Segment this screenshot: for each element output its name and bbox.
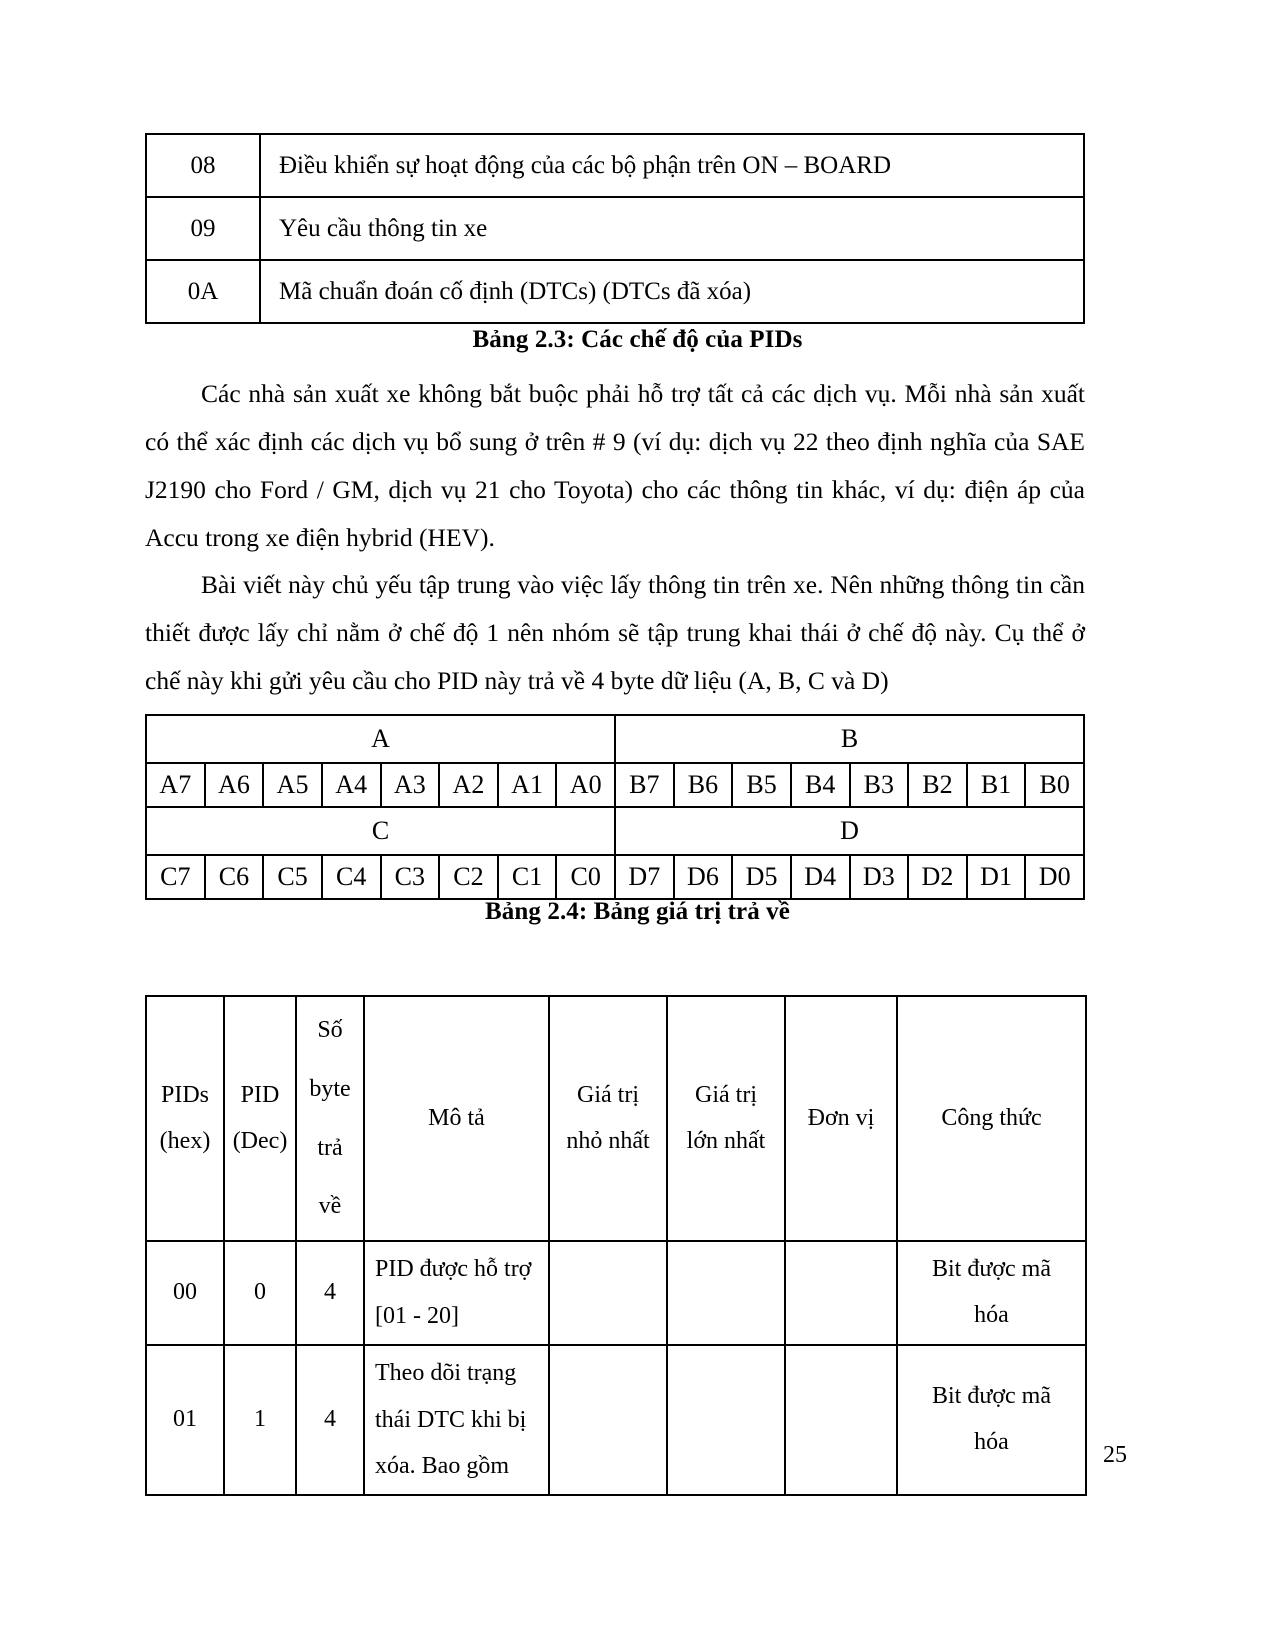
header-description: Mô tả xyxy=(364,996,549,1241)
bit-cell: A0 xyxy=(556,763,615,807)
cell-min xyxy=(549,1241,667,1345)
cell-description-line3: xóa. Bao gồm xyxy=(375,1453,509,1480)
paragraph-scope: Bài viết này chủ yếu tập trung vào việc lấy thông tin trên xe. Nên những thông tin cần thiết được lấy chỉ nằm ở chế độ 1 nên nhóm sẽ tập trung khai thái ở chế độ này. Cụ thể ở chế này khi gửi yêu cầu cho PID này trả về 4 byte dữ liệu (A, B, C và D) xyxy=(145,570,1085,695)
paragraph-manufacturers: Các nhà sản xuất xe không bắt buộc phải hỗ trợ tất cả các dịch vụ. Mỗi nhà sản xuất có thể xác định các dịch vụ bổ sung ở trên # 9 (ví dụ: dịch vụ 22 theo định nghĩa của SAE J2190 cho Ford / GM, dịch vụ 21 cho Toyota) cho các thông tin khác, ví dụ: điện áp của Accu trong xe điện hybrid (HEV). xyxy=(145,379,1085,552)
bit-cell: A1 xyxy=(498,763,557,807)
cell-unit xyxy=(785,1345,897,1495)
header-bytes-returned xyxy=(296,996,364,1241)
header-max-line2: lớn nhất xyxy=(686,1127,766,1154)
bit-cell: C3 xyxy=(381,855,440,899)
table-caption-2-3: Bảng 2.3: Các chế độ của PIDs xyxy=(472,326,803,353)
byte-group-a: A xyxy=(146,715,615,763)
header-pid-dec xyxy=(224,996,296,1241)
cell-pid-hex: 01 xyxy=(146,1345,224,1495)
bit-cell: A3 xyxy=(381,763,440,807)
cell-pid-dec: 0 xyxy=(224,1241,296,1345)
byte-bits-row-cd xyxy=(146,855,1084,899)
table-row xyxy=(146,197,1084,260)
cell-formula xyxy=(897,1241,1086,1345)
header-pid-dec-line2: (Dec) xyxy=(232,1127,288,1154)
bit-cell: B7 xyxy=(615,763,674,807)
bit-cell: B4 xyxy=(791,763,850,807)
bit-cell: C2 xyxy=(439,855,498,899)
bit-cell: B5 xyxy=(732,763,791,807)
header-bytes-line2: byte xyxy=(309,1075,351,1102)
header-pids-hex xyxy=(146,996,224,1241)
cell-description-line1: PID được hỗ trợ xyxy=(375,1256,532,1283)
cell-formula-line1: Bit được mã xyxy=(931,1383,1051,1410)
mode-description: Điều khiển sự hoạt động của các bộ phận trên ON – BOARD xyxy=(260,134,1084,197)
table-row xyxy=(146,260,1084,323)
byte-group-d: D xyxy=(615,807,1084,855)
cell-unit xyxy=(785,1241,897,1345)
pid-table-header-row xyxy=(146,996,1086,1241)
bit-cell: D3 xyxy=(850,855,909,899)
bit-cell: D4 xyxy=(791,855,850,899)
cell-max xyxy=(667,1345,785,1495)
cell-description-line2: [01 - 20] xyxy=(375,1302,459,1329)
mode-code: 09 xyxy=(146,197,260,260)
bit-cell: B3 xyxy=(850,763,909,807)
cell-max xyxy=(667,1241,785,1345)
bit-cell: D0 xyxy=(1025,855,1084,899)
cell-description xyxy=(364,1241,549,1345)
bit-cell: D6 xyxy=(674,855,733,899)
bit-cell: C6 xyxy=(205,855,264,899)
cell-pid-dec: 1 xyxy=(224,1345,296,1495)
byte-group-c: C xyxy=(146,807,615,855)
bit-cell: B2 xyxy=(908,763,967,807)
header-min-line2: nhỏ nhất xyxy=(566,1127,650,1154)
bit-cell: B1 xyxy=(967,763,1026,807)
header-formula: Công thức xyxy=(897,996,1086,1241)
bit-cell: D2 xyxy=(908,855,967,899)
bit-cell: C5 xyxy=(263,855,322,899)
bit-cell: D7 xyxy=(615,855,674,899)
bit-cell: A6 xyxy=(205,763,264,807)
header-pid-dec-line1: PID xyxy=(240,1082,280,1108)
mode-description: Yêu cầu thông tin xe xyxy=(260,197,1084,260)
cell-pid-hex: 00 xyxy=(146,1241,224,1345)
byte-group-row-ab xyxy=(146,715,1084,763)
modes-table xyxy=(145,133,1085,324)
bit-cell: D1 xyxy=(967,855,1026,899)
bit-cell: A5 xyxy=(263,763,322,807)
byte-group-b: B xyxy=(615,715,1084,763)
mode-description: Mã chuẩn đoán cố định (DTCs) (DTCs đã xóa) xyxy=(260,260,1084,323)
header-bytes-line3: trả xyxy=(317,1134,343,1161)
header-pids-hex-line2: (hex) xyxy=(159,1127,211,1154)
bit-cell: A4 xyxy=(322,763,381,807)
cell-formula-line1: Bit được mã xyxy=(931,1256,1051,1283)
bit-cell: C0 xyxy=(556,855,615,899)
byte-group-row-cd xyxy=(146,807,1084,855)
header-bytes-line1: Số xyxy=(317,1017,343,1043)
mode-code: 08 xyxy=(146,134,260,197)
cell-formula xyxy=(897,1345,1086,1495)
cell-bytes: 4 xyxy=(296,1241,364,1345)
byte-value-table xyxy=(145,714,1085,900)
table-row xyxy=(146,1241,1086,1345)
cell-description-line1: Theo dõi trạng xyxy=(375,1359,517,1386)
pid-detail-table xyxy=(145,995,1087,1496)
table-row xyxy=(146,134,1084,197)
header-pids-hex-line1: PIDs xyxy=(160,1082,209,1108)
cell-description xyxy=(364,1345,549,1495)
bit-cell: B6 xyxy=(674,763,733,807)
header-bytes-line4: về xyxy=(318,1193,342,1220)
header-min-line1: Giá trị xyxy=(577,1082,639,1108)
cell-formula-line2: hóa xyxy=(974,1428,1009,1455)
header-max-value xyxy=(667,996,785,1241)
header-min-value xyxy=(549,996,667,1241)
bit-cell: A7 xyxy=(146,763,205,807)
table-caption-2-4: Bảng 2.4: Bảng giá trị trả về xyxy=(485,898,790,925)
table-row xyxy=(146,1345,1086,1495)
cell-formula-line2: hóa xyxy=(974,1301,1009,1328)
cell-description-line2: thái DTC khi bị xyxy=(375,1406,527,1433)
bit-cell: A2 xyxy=(439,763,498,807)
bit-cell: C4 xyxy=(322,855,381,899)
bit-cell: C1 xyxy=(498,855,557,899)
bit-cell: B0 xyxy=(1025,763,1084,807)
page-number: 25 xyxy=(1103,1442,1127,1468)
bit-cell: D5 xyxy=(732,855,791,899)
byte-bits-row-ab xyxy=(146,763,1084,807)
header-max-line1: Giá trị xyxy=(695,1082,757,1108)
bit-cell: C7 xyxy=(146,855,205,899)
cell-min xyxy=(549,1345,667,1495)
mode-code: 0A xyxy=(146,260,260,323)
cell-bytes: 4 xyxy=(296,1345,364,1495)
header-unit: Đơn vị xyxy=(785,996,897,1241)
